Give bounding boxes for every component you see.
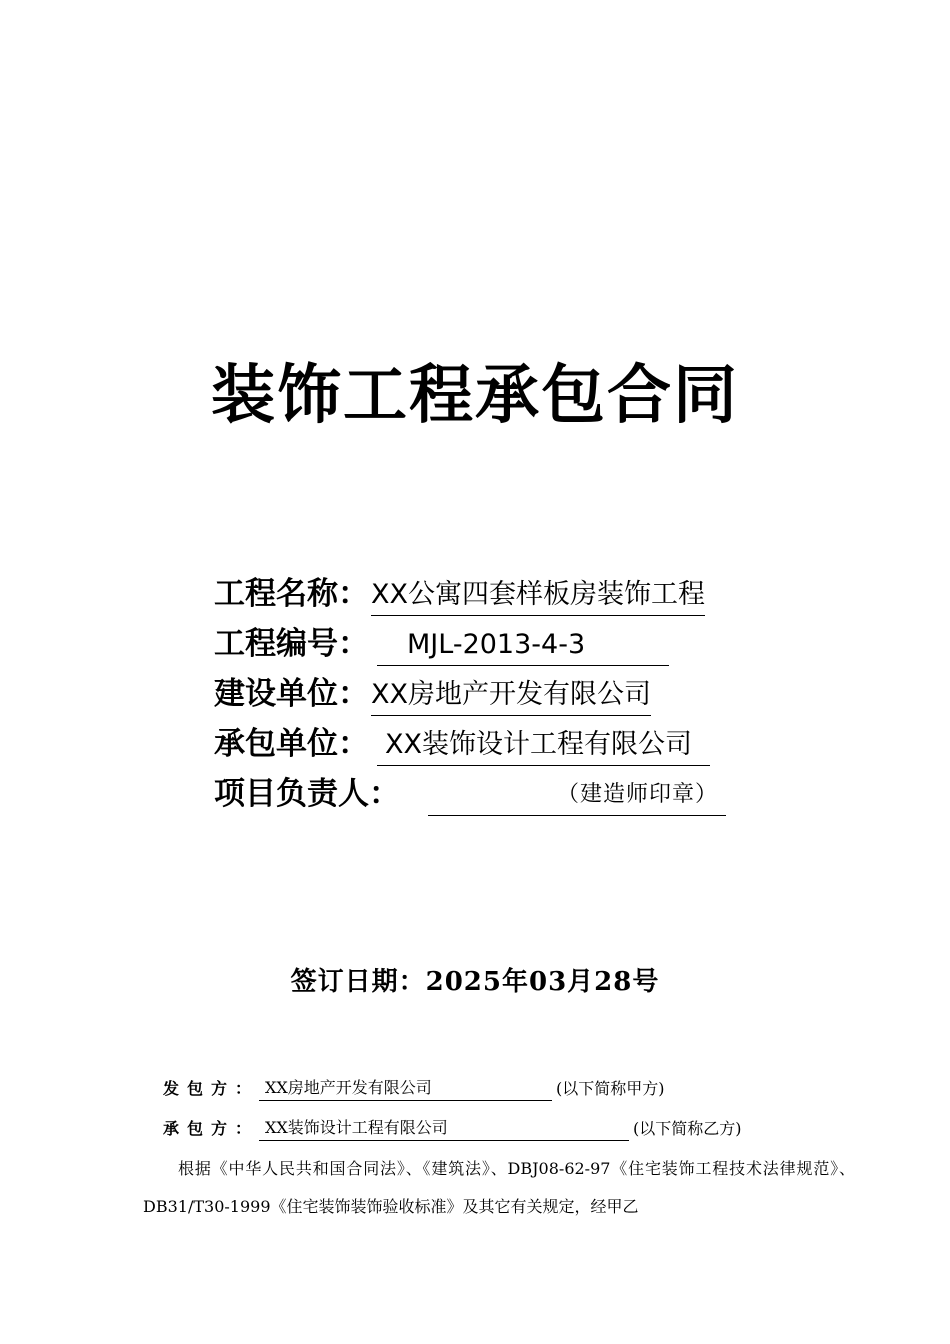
- builder-label: 建设单位：: [214, 676, 369, 712]
- contractor-value: XX装饰设计工程有限公司: [377, 725, 710, 766]
- project-code-row: [214, 616, 814, 666]
- manager-row: [214, 766, 814, 816]
- contract-body-paragraph: 根据《中华人民共和国合同法》、《建筑法》、DBJ08-62-97《住宅装饰工程技术法律规范》、DB31/T30-1999《住宅装饰装饰验收标准》及其它有关规定，经甲乙: [143, 1159, 855, 1216]
- contractor-row: [214, 716, 814, 766]
- document-title: 装饰工程承包合同: [211, 358, 739, 433]
- project-code-label: 工程编号：: [214, 626, 369, 662]
- builder-row: [214, 666, 814, 716]
- manager-label: 项目负责人：: [214, 776, 400, 812]
- party-a-label: 发包方：: [163, 1079, 260, 1098]
- party-b-note: (以下简称乙方): [633, 1119, 742, 1138]
- builder-value: XX房地产开发有限公司: [371, 675, 651, 716]
- project-info-block: [214, 566, 814, 816]
- party-a-note: (以下简称甲方): [556, 1079, 665, 1098]
- project-name-label: 工程名称：: [214, 576, 369, 612]
- project-name-row: [214, 566, 814, 616]
- party-b-value: XX装饰设计工程有限公司: [259, 1116, 629, 1141]
- party-a-value: XX房地产开发有限公司: [259, 1076, 552, 1101]
- manager-seal-field: （建造师印章）: [428, 775, 726, 816]
- project-name-value: XX公寓四套样板房装饰工程: [371, 575, 705, 616]
- contractor-label: 承包单位：: [214, 726, 369, 762]
- project-code-value: MJL-2013-4-3: [377, 625, 669, 666]
- party-b-line: [163, 1116, 742, 1141]
- party-b-label: 承包方：: [163, 1119, 260, 1138]
- party-a-line: [163, 1076, 665, 1101]
- signing-date: 签订日期：2025年03月28号: [290, 967, 660, 997]
